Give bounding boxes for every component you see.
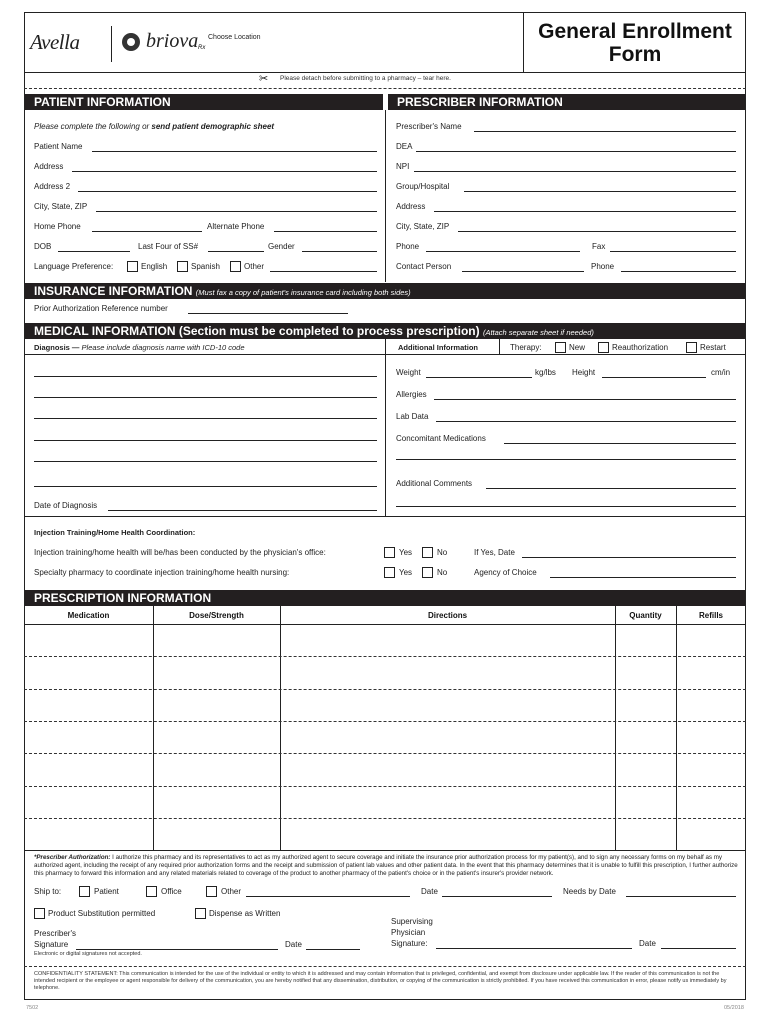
weight-label: Weight: [396, 368, 421, 377]
if-yes-date-label: If Yes, Date: [474, 548, 515, 557]
contact-label: Contact Person: [396, 262, 452, 271]
footer-tear-line: [24, 966, 746, 967]
kg-label: kg/lbs: [535, 368, 556, 377]
briova-mark-icon: [122, 33, 140, 51]
concomitant-line-2[interactable]: [396, 459, 736, 460]
concomitant-field[interactable]: [504, 443, 736, 444]
gender-field[interactable]: [302, 251, 377, 252]
ship-office-label: Office: [161, 887, 182, 896]
therapy-reauth-label: Reauthorization: [612, 343, 669, 352]
patient-city-label: City, State, ZIP: [34, 202, 88, 211]
diagnosis-line-5[interactable]: [34, 461, 377, 462]
ship-date-field[interactable]: [442, 896, 552, 897]
date-diagnosis-field[interactable]: [108, 510, 377, 511]
prescriber-address-label: Address: [396, 202, 426, 211]
ship-other-field[interactable]: [246, 896, 410, 897]
supervising-signature-field[interactable]: [436, 948, 632, 949]
substitution-checkbox[interactable]: [34, 908, 45, 919]
inj-q1-yes-checkbox[interactable]: [384, 547, 395, 558]
tear-note: Please detach before submitting to a pharmacy – tear here.: [280, 75, 451, 82]
comments-field[interactable]: [486, 488, 736, 489]
height-label: Height: [572, 368, 596, 377]
footer-code-left: 7502: [26, 1005, 39, 1011]
fax-field[interactable]: [610, 251, 736, 252]
other-language-field[interactable]: [270, 271, 377, 272]
supervising-date-field[interactable]: [661, 948, 736, 949]
lab-data-label: Lab Data: [396, 412, 429, 421]
therapy-restart-label: Restart: [700, 343, 726, 352]
prescriber-name-field[interactable]: [474, 131, 736, 132]
medical-column-divider: [385, 339, 386, 516]
footer-code-right: 05/2018: [724, 1005, 744, 1011]
col-medication: Medication: [67, 611, 110, 620]
col-directions: Directions: [427, 611, 468, 620]
ship-office-checkbox[interactable]: [146, 886, 157, 897]
therapy-reauth-checkbox[interactable]: [598, 342, 609, 353]
english-label: English: [141, 262, 168, 271]
rx-row-3[interactable]: [24, 721, 746, 722]
lab-data-field[interactable]: [436, 421, 736, 422]
dea-field[interactable]: [416, 151, 736, 152]
diagnosis-line-1[interactable]: [34, 376, 377, 377]
substitution-label: Product Substitution permitted: [48, 909, 156, 918]
patient-intro-b: send patient demographic sheet: [151, 122, 275, 131]
needs-by-field[interactable]: [626, 896, 736, 897]
prescriber-sig-date-label: Date: [285, 940, 302, 949]
patient-intro: [34, 122, 274, 132]
col-quantity: Quantity: [629, 611, 662, 620]
authorization-statement: [34, 854, 738, 878]
contact-phone-field[interactable]: [621, 271, 736, 272]
diagnosis-label-a: Diagnosis —: [34, 343, 80, 352]
inj-q1-yes-label: Yes: [399, 548, 413, 557]
prescriber-signature-field[interactable]: [76, 949, 278, 950]
scissors-icon: ✂: [259, 73, 269, 85]
weight-field[interactable]: [426, 377, 532, 378]
diagnosis-line-2[interactable]: [34, 397, 377, 398]
authorization-text: I authorize this pharmacy and its representatives to act as my authorized agent to secure coverage and initiate the insurance prior authorization process for my patient(s), and to sign any necessary forms on my behalf as my authorized agent, including the receipt of any required prior authorization forms and the receipt and submission of patient lab values and other patient data. In the event that this pharmacy determines that it is unable to fulfill this prescription, I further authorize this pharmacy to forward this information and any related materials related to coverage of the product to another pharmacy of the patient's choice or in the patient's insurer's provider network.: [34, 854, 738, 877]
header-bottom-rule: [24, 72, 746, 73]
form-title-line1: General Enrollment: [538, 20, 732, 43]
home-phone-label: Home Phone: [34, 222, 81, 231]
prescriber-city-field[interactable]: [458, 231, 736, 232]
electronic-note: Electronic or digital signatures not accepted.: [34, 951, 142, 957]
tear-line: [24, 88, 746, 89]
patient-address-label: Address: [34, 162, 64, 171]
height-field[interactable]: [602, 377, 706, 378]
rx-row-2[interactable]: [24, 689, 746, 690]
comments-label: Additional Comments: [396, 479, 473, 488]
injection-q2: Specialty pharmacy to coordinate injection training/home health nursing:: [34, 568, 290, 577]
confidentiality-statement: CONFIDENTIALITY STATEMENT: This communication is intended for the use of the individual or entity to which it is addressed and may contain information that is privileged, confidential, and exempt from disclosure under applicable law. If the reader of this communication is not the intended recipient or the employee or agent responsible for delivery of the communication, you are hereby notified that any dissemination, distribution, or copying of the communication is strictly prohibited. If you have received this communication in error, please notify us immediately by telephone.: [34, 971, 727, 991]
injection-q1: Injection training/home health will be/has been conducted by the physician's office:: [34, 548, 326, 557]
fax-label: Fax: [592, 242, 606, 251]
patient-heading-text: PATIENT INFORMATION: [34, 95, 171, 109]
insurance-note: (Must fax a copy of patient's insurance card including both sides): [195, 288, 411, 297]
injection-top-rule: [24, 516, 746, 517]
col-dose: Dose/Strength: [189, 611, 244, 620]
therapy-new-label: New: [569, 343, 586, 352]
therapy-label: Therapy:: [510, 343, 542, 352]
form-title-line2: Form: [608, 43, 662, 66]
allergies-field[interactable]: [434, 399, 736, 400]
diagnosis-line-4[interactable]: [34, 440, 377, 441]
dob-field[interactable]: [58, 251, 130, 252]
date-diagnosis-label: Date of Diagnosis: [34, 501, 98, 510]
group-label: Group/Hospital: [396, 182, 450, 191]
patient-section-header: [25, 94, 383, 110]
if-yes-date-field[interactable]: [522, 557, 736, 558]
inj-q2-yes-label: Yes: [399, 568, 413, 577]
home-phone-field[interactable]: [92, 231, 202, 232]
ship-patient-checkbox[interactable]: [79, 886, 90, 897]
supervising-label-2: Physician: [391, 928, 426, 937]
group-field[interactable]: [464, 191, 736, 192]
diagnosis-line-6[interactable]: [34, 486, 377, 487]
prescriber-phone-label: Phone: [396, 242, 420, 251]
diagnosis-line-3[interactable]: [34, 418, 377, 419]
rx-row-5[interactable]: [24, 786, 746, 787]
supervising-date-label: Date: [639, 939, 656, 948]
contact-phone-label: Phone: [591, 262, 615, 271]
language-label: Language Preference:: [34, 262, 114, 271]
english-checkbox[interactable]: [127, 261, 138, 272]
dea-label: DEA: [396, 142, 413, 151]
rx-bottom-rule: [24, 850, 746, 851]
inj-q2-yes-checkbox[interactable]: [384, 567, 395, 578]
agency-label: Agency of Choice: [474, 568, 537, 577]
rx-col-line-4: [676, 606, 677, 850]
prior-auth-label: Prior Authorization Reference number: [34, 304, 168, 313]
briova-rx-text: Rx: [198, 45, 206, 51]
rx-header-rule: [24, 624, 746, 625]
contact-field[interactable]: [462, 271, 584, 272]
additional-info-label: Additional Information: [398, 343, 478, 352]
diagnosis-label: [34, 343, 245, 353]
medical-note: (Attach separate sheet if needed): [482, 328, 594, 337]
other-language-label: Other: [244, 262, 265, 271]
supervising-label-3: Signature:: [391, 939, 428, 948]
needs-by-label: Needs by Date: [563, 887, 616, 896]
prior-auth-field[interactable]: [188, 313, 348, 314]
rx-col-line-1: [153, 606, 154, 850]
prescriber-sig-label-2: Signature: [34, 940, 69, 949]
prescriber-heading-text: PRESCRIBER INFORMATION: [397, 95, 563, 109]
prescriber-section-header: [388, 94, 745, 110]
prescriber-address-field[interactable]: [434, 211, 736, 212]
patient-intro-a: Please complete the following or: [34, 122, 152, 131]
agency-field[interactable]: [550, 577, 736, 578]
patient-address2-field[interactable]: [78, 191, 377, 192]
patient-address-field[interactable]: [72, 171, 377, 172]
ship-date-label: Date: [421, 887, 438, 896]
therapy-restart-checkbox[interactable]: [686, 342, 697, 353]
ssn-label: Last Four of SS#: [138, 242, 199, 251]
additional-info-divider: [499, 339, 500, 354]
patient-name-label: Patient Name: [34, 142, 83, 151]
ssn-field[interactable]: [208, 251, 264, 252]
comments-line-2[interactable]: [396, 506, 736, 507]
npi-field[interactable]: [414, 171, 736, 172]
ship-patient-label: Patient: [94, 887, 119, 896]
column-divider: [385, 110, 386, 282]
insurance-heading-text: INSURANCE INFORMATION: [34, 284, 193, 298]
prescriber-city-label: City, State, ZIP: [396, 222, 450, 231]
gender-label: Gender: [268, 242, 295, 251]
authorization-lead: *Prescriber Authorization:: [34, 854, 111, 861]
cm-label: cm/in: [711, 368, 731, 377]
patient-city-field[interactable]: [96, 211, 377, 212]
briova-logo-text: briova: [146, 30, 199, 52]
ship-other-checkbox[interactable]: [206, 886, 217, 897]
prescriber-sig-label-1: Prescriber's: [34, 929, 76, 938]
patient-address2-label: Address 2: [34, 182, 71, 191]
choose-location-label[interactable]: Choose Location: [208, 34, 261, 41]
briova-logo: [122, 30, 212, 56]
supervising-label-1: Supervising: [391, 917, 433, 926]
prescription-heading-text: PRESCRIPTION INFORMATION: [34, 591, 212, 605]
allergies-label: Allergies: [396, 390, 427, 399]
patient-name-field[interactable]: [92, 151, 377, 152]
rx-col-line-2: [280, 606, 281, 850]
npi-label: NPI: [396, 162, 410, 171]
ship-other-label: Other: [221, 887, 242, 896]
alt-phone-label: Alternate Phone: [207, 222, 265, 231]
prescriber-phone-field[interactable]: [426, 251, 580, 252]
rx-row-4[interactable]: [24, 753, 746, 754]
inj-q2-no-checkbox[interactable]: [422, 567, 433, 578]
ship-to-label: Ship to:: [34, 887, 62, 896]
prescription-section-header: [25, 590, 745, 606]
avella-logo-text: Avella: [30, 30, 80, 54]
inj-q1-no-checkbox[interactable]: [422, 547, 433, 558]
col-refills: Refills: [698, 611, 723, 620]
avella-logo: [30, 30, 110, 56]
form-title: [524, 20, 746, 66]
rx-col-line-3: [615, 606, 616, 850]
therapy-new-checkbox[interactable]: [555, 342, 566, 353]
spanish-checkbox[interactable]: [177, 261, 188, 272]
prescriber-name-label: Prescriber's Name: [396, 122, 462, 131]
concomitant-label: Concomitant Medications: [396, 434, 486, 443]
prescriber-sig-date-field[interactable]: [306, 949, 360, 950]
inj-q1-no-label: No: [437, 548, 448, 557]
medical-heading-text: MEDICAL INFORMATION (Section must be completed to process prescription): [34, 324, 480, 338]
dispense-label: Dispense as Written: [209, 909, 281, 918]
spanish-label: Spanish: [191, 262, 220, 271]
other-language-checkbox[interactable]: [230, 261, 241, 272]
alt-phone-field[interactable]: [274, 231, 377, 232]
diagnosis-label-b: Please include diagnosis name with ICD-10 code: [79, 343, 245, 352]
rx-row-6[interactable]: [24, 818, 746, 819]
rx-row-1[interactable]: [24, 656, 746, 657]
inj-q2-no-label: No: [437, 568, 448, 577]
medical-section-header: [25, 323, 745, 339]
dob-label: DOB: [34, 242, 52, 251]
insurance-section-header: [25, 283, 745, 299]
injection-heading: Injection Training/Home Health Coordination:: [34, 528, 196, 537]
dispense-checkbox[interactable]: [195, 908, 206, 919]
logo-divider: [111, 26, 112, 62]
